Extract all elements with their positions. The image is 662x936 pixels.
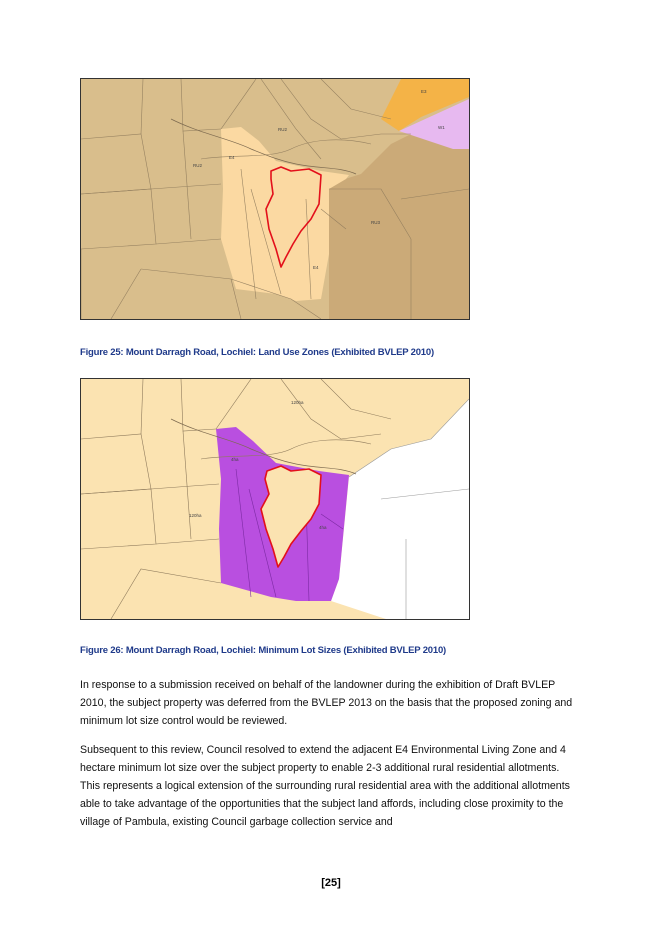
lot-size-label: 4ha bbox=[319, 525, 327, 530]
zone-label: RU2 bbox=[193, 163, 203, 168]
lot-size-label: 4ha bbox=[231, 457, 239, 462]
zone-label: E4 bbox=[229, 155, 235, 160]
lot-size-label: 120ha bbox=[291, 400, 304, 405]
minimum-lot-size-map bbox=[80, 378, 470, 620]
zone-label: E4 bbox=[313, 265, 319, 270]
zone-label: E3 bbox=[421, 89, 427, 94]
zone-label: W1 bbox=[438, 125, 445, 130]
lot-size-label: 120ha bbox=[189, 513, 202, 518]
zone-label: RU3 bbox=[371, 220, 381, 225]
zone-label: RU2 bbox=[278, 127, 288, 132]
body-paragraph: Subsequent to this review, Council resolved to extend the adjacent E4 Environmental Living Zone and 4 hectare minimum lot size over the subject property to enable 2-3 additional rural residential allotments. This represents a logical extension of the surrounding rural residential area with the additional allotments able to take advantage of the opportunities that the subject land affords, including close proximity to the village of Pambula, existing Council garbage collection service and bbox=[80, 744, 570, 828]
land-use-zones-map bbox=[80, 78, 470, 320]
page-number: [25] bbox=[321, 877, 341, 889]
body-paragraph: In response to a submission received on behalf of the landowner during the exhibition of Draft BVLEP 2010, the subject property was deferred from the BVLEP 2013 on the basis that the proposed zoning and minimum lot size control would be reviewed. bbox=[80, 679, 573, 727]
figure-caption: Figure 25: Mount Darragh Road, Lochiel: Land Use Zones (Exhibited BVLEP 2010) bbox=[80, 347, 434, 358]
figure-caption: Figure 26: Mount Darragh Road, Lochiel: Minimum Lot Sizes (Exhibited BVLEP 2010) bbox=[80, 645, 446, 656]
